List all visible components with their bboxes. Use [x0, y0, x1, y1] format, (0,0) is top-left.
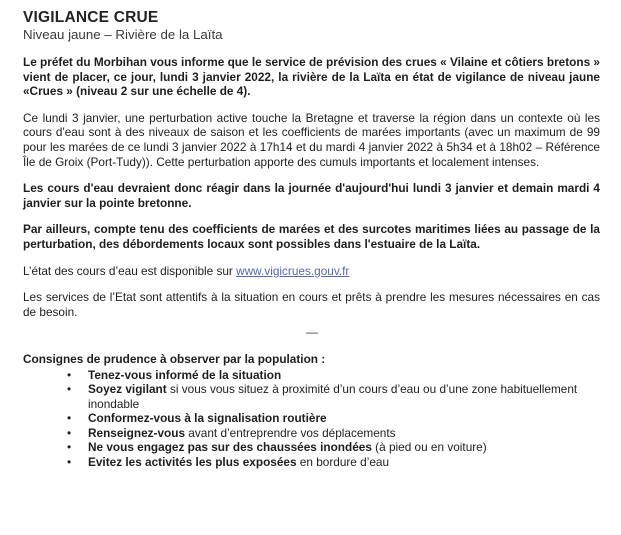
instruction-item: [67, 455, 600, 470]
text-run: Le préfet du Morbihan vous informe que le service de prévision des crues « Vilaine et côtiers bretons » vient de placer, ce jour, lundi 3 janvier 2022, la rivière de la Laïta en état de vigilance de niveau jaune «Crues » (niveau 2 sur une échelle de 4).: [23, 55, 600, 99]
instruction-regular-text: avant d’entreprendre vos déplacements: [185, 425, 396, 440]
body-paragraphs: [23, 55, 600, 319]
paragraph: [23, 264, 600, 279]
paragraph: [23, 181, 600, 210]
instruction-item: [67, 411, 600, 426]
vigicrues-link[interactable]: www.vigicrues.gouv.fr: [236, 263, 350, 278]
instruction-item: [67, 440, 600, 455]
text-run: Les services de l’Etat sont attentifs à la situation en cours et prêts à prendre les mesures nécessaires en cas de besoin.: [23, 290, 600, 319]
instruction-regular-text: si vous vous situez à proximité d’un cours d’eau ou d’une zone habituellement inondable: [88, 382, 578, 411]
section-separator: ––: [305, 325, 318, 340]
text-run: L’état des cours d’eau est disponible sur: [23, 263, 237, 278]
instruction-item: [67, 368, 600, 383]
instruction-regular-text: (à pied ou en voiture): [371, 440, 487, 455]
instructions-list: [23, 368, 600, 470]
instruction-bold-text: Ne vous engagez pas sur des chaussées inondées: [88, 440, 372, 455]
paragraph: [23, 222, 600, 251]
text-run: Par ailleurs, compte tenu des coefficients de marées et des surcotes maritimes liées au passage de la perturbation, des débordements locaux sont possibles dans l'estuaire de la Laïta.: [23, 222, 600, 251]
page-title: VIGILANCE CRUE: [23, 9, 159, 26]
instruction-bold-text: Conformez-vous à la signalisation routière: [88, 411, 327, 426]
text-run: Ce lundi 3 janvier, une perturbation active touche la Bretagne et traverse la région dans un contexte où les cours d'eau sont à des niveaux de saison et les coefficients de marées importants (avec un maximum de 99 pour les marées de ce lundi 3 janvier 2022 à 17h14 et du mardi 4 janvier 2022 à 5h34 et à 18h02 – Référence Île de Groix (Port-Tudy)). Cette perturbation apporte des cumuls importants et localement intenses.: [23, 110, 600, 169]
instruction-bold-text: Evitez les activités les plus exposées: [88, 455, 297, 470]
paragraph: [23, 111, 600, 169]
instruction-bold-text: Soyez vigilant: [88, 382, 167, 397]
paragraph: [23, 55, 600, 99]
text-run: Les cours d'eau devraient donc réagir dans la journée d'aujourd'hui lundi 3 janvier et demain mardi 4 janvier sur la pointe bretonne.: [23, 181, 600, 210]
paragraph: [23, 290, 600, 319]
page-subtitle: Niveau jaune – Rivière de la Laïta: [23, 27, 223, 42]
instructions-heading: Consignes de prudence à observer par la population :: [23, 351, 326, 366]
instruction-item: [67, 426, 600, 441]
instruction-regular-text: en bordure d’eau: [296, 455, 390, 470]
instruction-item: [67, 382, 600, 411]
instruction-bold-text: Renseignez-vous: [88, 425, 186, 440]
instruction-bold-text: Tenez-vous informé de la situation: [88, 367, 282, 382]
